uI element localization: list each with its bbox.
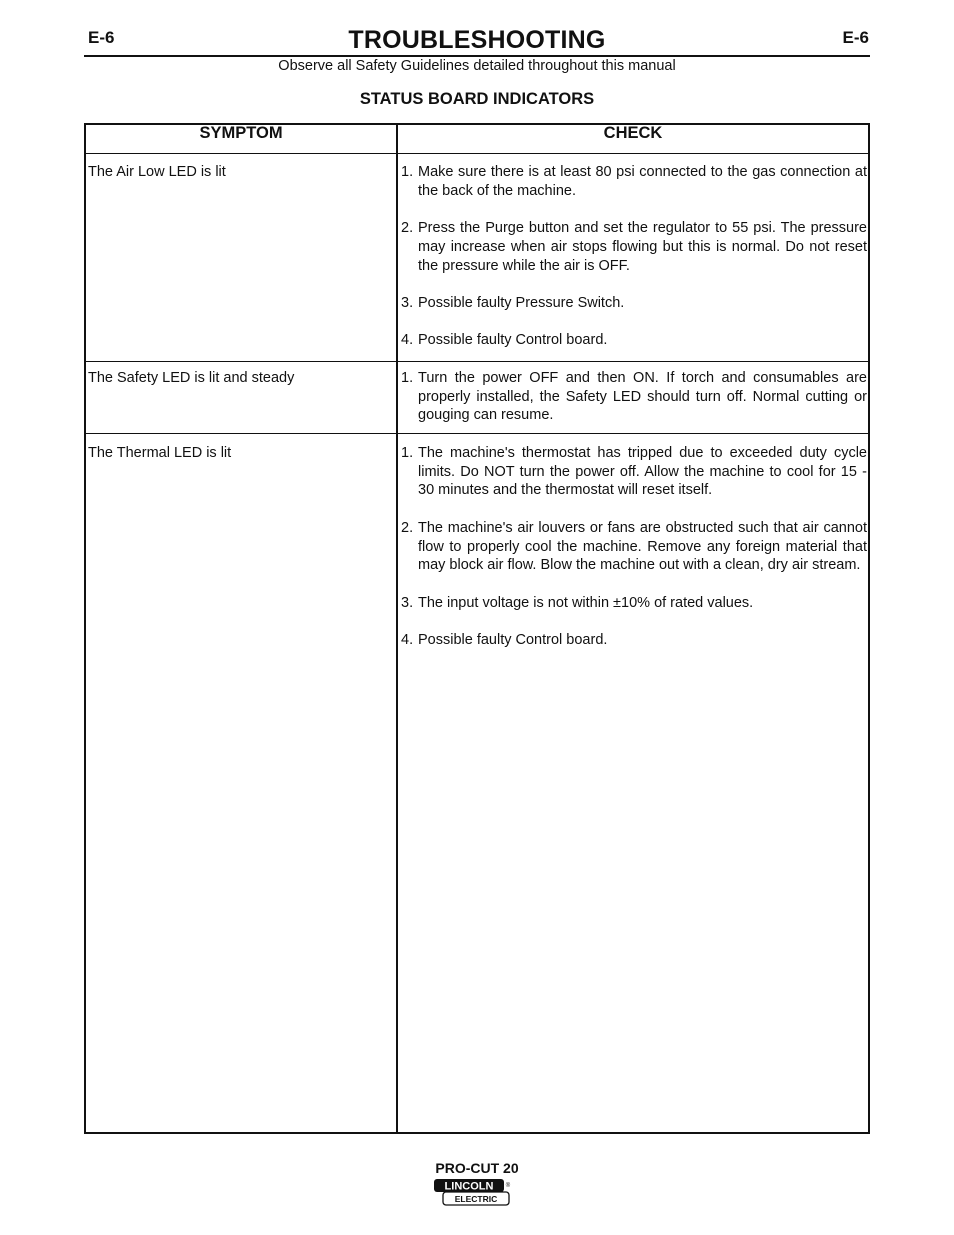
check-number: 3. [401,294,414,311]
check-number: 2. [401,220,414,237]
check-item [401,294,867,313]
check-list [401,163,867,369]
check-text: Make sure there is at least 80 psi connected to the gas connection at the back of the machine. [418,164,867,199]
check-number: 4. [401,332,414,349]
check-text: Turn the power OFF and then ON. If torch and consumables are properly installed, the Safety LED should turn off. Normal cutting or gouging can resume. [418,370,867,424]
symptom-cell: The Air Low LED is lit [88,164,226,180]
check-text: Possible faulty Control board. [418,631,608,648]
check-item [401,331,867,350]
check-text: Possible faulty Control board. [418,332,608,349]
safety-subtitle: Observe all Safety Guidelines detailed throughout this manual [278,58,676,74]
check-item [401,519,867,575]
page-code-right: E-6 [842,28,869,47]
symptom-cell: The Safety LED is lit and steady [88,370,295,386]
check-text: The machine's thermostat has tripped due to exceeded duty cycle limits. Do NOT turn the power off. Allow the machine to cool for 15 - 30 minutes and the thermostat will reset itself. [418,445,867,499]
model-name: PRO-CUT 20 [435,1160,519,1176]
check-number: 2. [401,519,414,536]
header-rule [84,55,870,57]
symptom-column-header: SYMPTOM [199,124,283,142]
logo-top-text: LINCOLN [444,1180,494,1193]
check-item [401,163,867,200]
section-title: STATUS BOARD INDICATORS [359,90,595,108]
symptom-cell: The Thermal LED is lit [88,445,232,461]
check-item [401,594,867,613]
check-list [401,369,867,444]
page-code-left: E-6 [88,28,115,47]
check-text: The input voltage is not within ±10% of rated values. [418,594,754,611]
check-item [401,444,867,500]
check-number: 1. [401,445,414,461]
check-number: 1. [401,164,414,180]
check-item [401,369,867,425]
check-item [401,631,867,650]
page-title: TROUBLESHOOTING [348,26,606,54]
lincoln-electric-logo [433,1178,513,1208]
check-list [401,444,867,668]
logo-registered-mark: ® [505,1183,511,1189]
check-item [401,219,867,275]
check-text: The machine's air louvers or fans are obstructed such that air cannot flow to properly cool the machine. Remove any foreign material that may block air flow. Blow the machine out with a clean, dry air stream. [418,519,867,574]
logo-bottom-text: ELECTRIC [454,1194,498,1204]
check-number: 1. [401,370,414,386]
check-text: Press the Purge button and set the regulator to 55 psi. The pressure may increase when air stops flowing but this is normal. Do not reset the pressure while the air is OFF. [418,220,867,274]
check-number: 3. [401,594,414,611]
header-row-divider [84,153,870,154]
check-number: 4. [401,631,414,648]
check-text: Possible faulty Pressure Switch. [418,294,625,311]
column-divider [396,123,398,1134]
check-column-header: CHECK [603,124,663,142]
